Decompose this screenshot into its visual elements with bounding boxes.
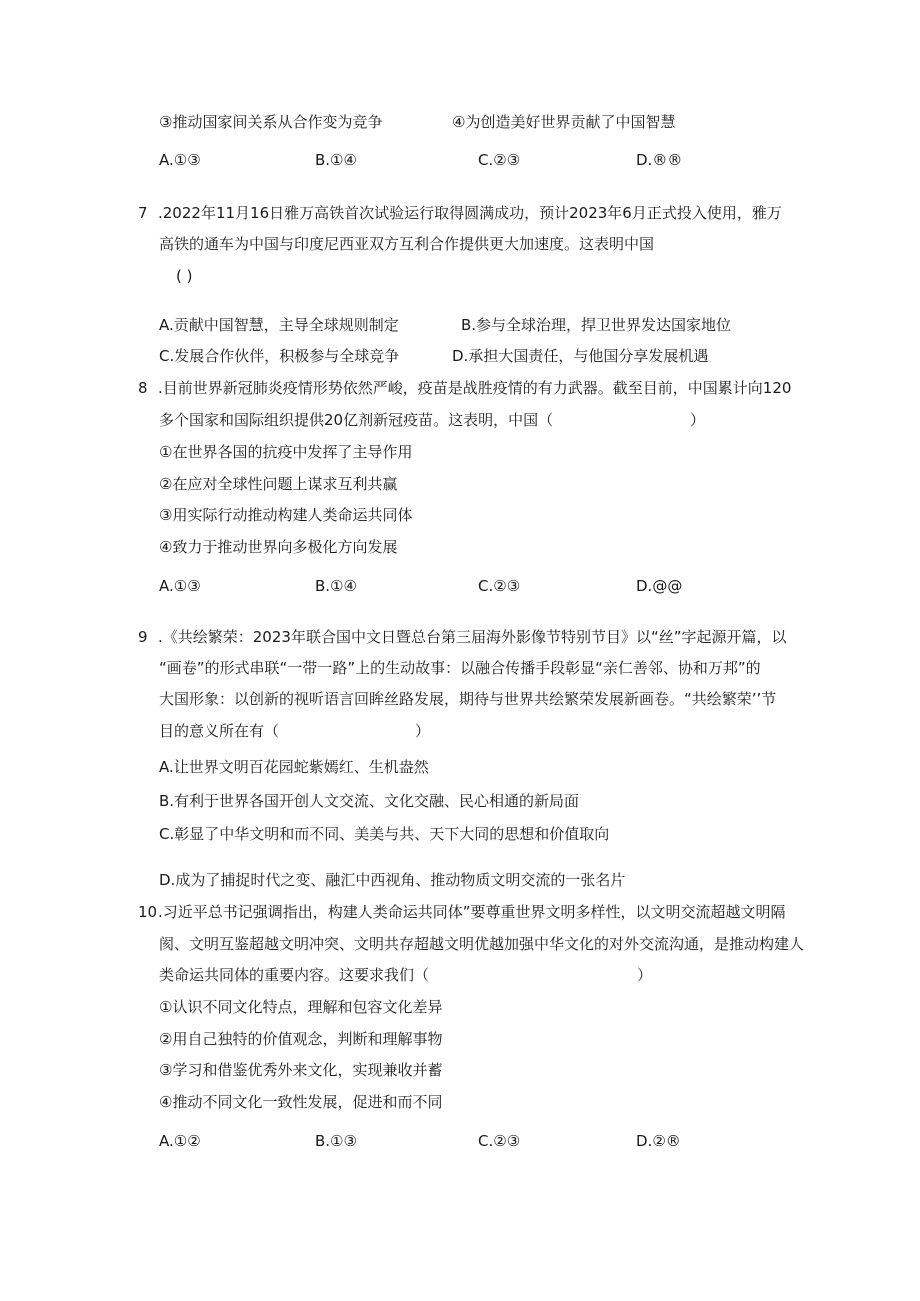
q9-stem-line-4: 目的意义所在有（ [159, 722, 280, 740]
q9-paren-close: ） [415, 722, 431, 740]
q10-number: 10 [138, 903, 158, 921]
q9-stem-line-3: 大国形象：以创新的视听语言回眸丝路发展，期待与世界共绘繁荣发展新画卷。“共绘繁荣’’节 [159, 690, 777, 708]
q8-number: 8 [138, 379, 148, 397]
q9-option-b: B.有利于世界各国开创人文交流、文化交融、民心相通的新局面 [159, 792, 580, 810]
q7-option-d: D.承担大国责任，与他国分享发展机遇 [452, 347, 709, 365]
q10-item-4: ④推动不同文化一致性发展，促进和而不同 [159, 1093, 443, 1111]
q10-stem-line-2: 阂、文明互鉴超越文明冲突、文明共存超越文明优越加强中华文化的对外交流沟通，是推动构建人 [159, 935, 805, 953]
q7-option-b: B.参与全球治理，捍卫世界发达国家地位 [461, 316, 732, 334]
q6-item-3: ③推动国家间关系从合作变为竞争 [159, 113, 383, 131]
q9-stem-line-2: “画卷”的形式串联“一带一路”上的生动故事：以融合传播手段彰显“亲仁善邻、协和万邦”的 [159, 659, 761, 677]
q8-option-b: B.①④ [315, 577, 357, 595]
q9-option-c: C.彰显了中华文明和而不同、美美与共、天下大同的思想和价值取向 [159, 825, 610, 843]
q10-item-3: ③学习和借鉴优秀外来文化，实现兼收并蓄 [159, 1061, 443, 1079]
q7-option-c: C.发展合作伙伴，积极参与全球竞争 [159, 347, 400, 365]
q8-item-2: ②在应对全球性问题上谋求互利共赢 [159, 475, 398, 493]
q8-option-d: D.@@ [636, 577, 683, 595]
q7-number: 7 [138, 204, 148, 222]
q8-stem-line-2: 多个国家和国际组织提供20亿剂新冠疫苗。这表明，中国（ [159, 411, 554, 429]
q9-option-d: D.成为了捕捉时代之变、融汇中西视角、推动物质文明交流的一张名片 [159, 871, 626, 889]
q6-option-b: B.①④ [315, 151, 357, 169]
q8-item-3: ③用实际行动推动构建人类命运共同体 [159, 506, 413, 524]
q8-option-c: C.②③ [478, 577, 521, 595]
q7-answer-paren: ( ) [176, 267, 193, 285]
q8-stem-line-1: .目前世界新冠肺炎疫情形势依然严峻，疫苗是战胜疫情的有力武器。截至目前，中国累计向120 [158, 379, 792, 397]
q10-option-a: A.①② [159, 1132, 201, 1150]
q8-paren-close: ） [690, 411, 706, 429]
q10-item-1: ①认识不同文化特点，理解和包容文化差异 [159, 998, 443, 1016]
q9-number: 9 [138, 628, 148, 646]
q6-option-d: D.®® [636, 151, 683, 169]
q10-item-2: ②用自己独特的价值观念，判断和理解事物 [159, 1030, 443, 1048]
q10-stem-line-1: .习近平总书记强调指出，构建人类命运共同体”要尊重世界文明多样性，以文明交流超越文明隔 [158, 903, 786, 921]
q6-option-a: A.①③ [159, 151, 201, 169]
q8-option-a: A.①③ [159, 577, 201, 595]
q6-item-4: ④为创造美好世界贡献了中国智慧 [452, 113, 676, 131]
q10-option-d: D.②® [636, 1132, 681, 1150]
q10-paren-close: ） [637, 966, 653, 984]
q7-stem-line-1: .2022年11月16日雅万高铁首次试验运行取得圆满成功，预计2023年6月正式投入使用，雅万 [158, 204, 782, 222]
q9-stem-line-1: .《共绘繁荣：2023年联合国中文日暨总台第三届海外影像节特别节目》以“丝”字起源开篇，以 [158, 628, 787, 646]
q6-option-c: C.②③ [478, 151, 521, 169]
q10-option-c: C.②③ [478, 1132, 521, 1150]
q8-item-4: ④致力于推动世界向多极化方向发展 [159, 538, 398, 556]
q10-stem-line-3: 类命运共同体的重要内容。这要求我们（ [159, 966, 430, 984]
q8-item-1: ①在世界各国的抗疫中发挥了主导作用 [159, 443, 413, 461]
q9-option-a: A.让世界文明百花园蛇紫嫣红、生机盎然 [159, 758, 429, 776]
q7-stem-line-2: 高铁的通车为中国与印度尼西亚双方互利合作提供更大加速度。这表明中国 [159, 235, 655, 253]
q10-option-b: B.①③ [315, 1132, 357, 1150]
q7-option-a: A.贡献中国智慧，主导全球规则制定 [159, 316, 399, 334]
